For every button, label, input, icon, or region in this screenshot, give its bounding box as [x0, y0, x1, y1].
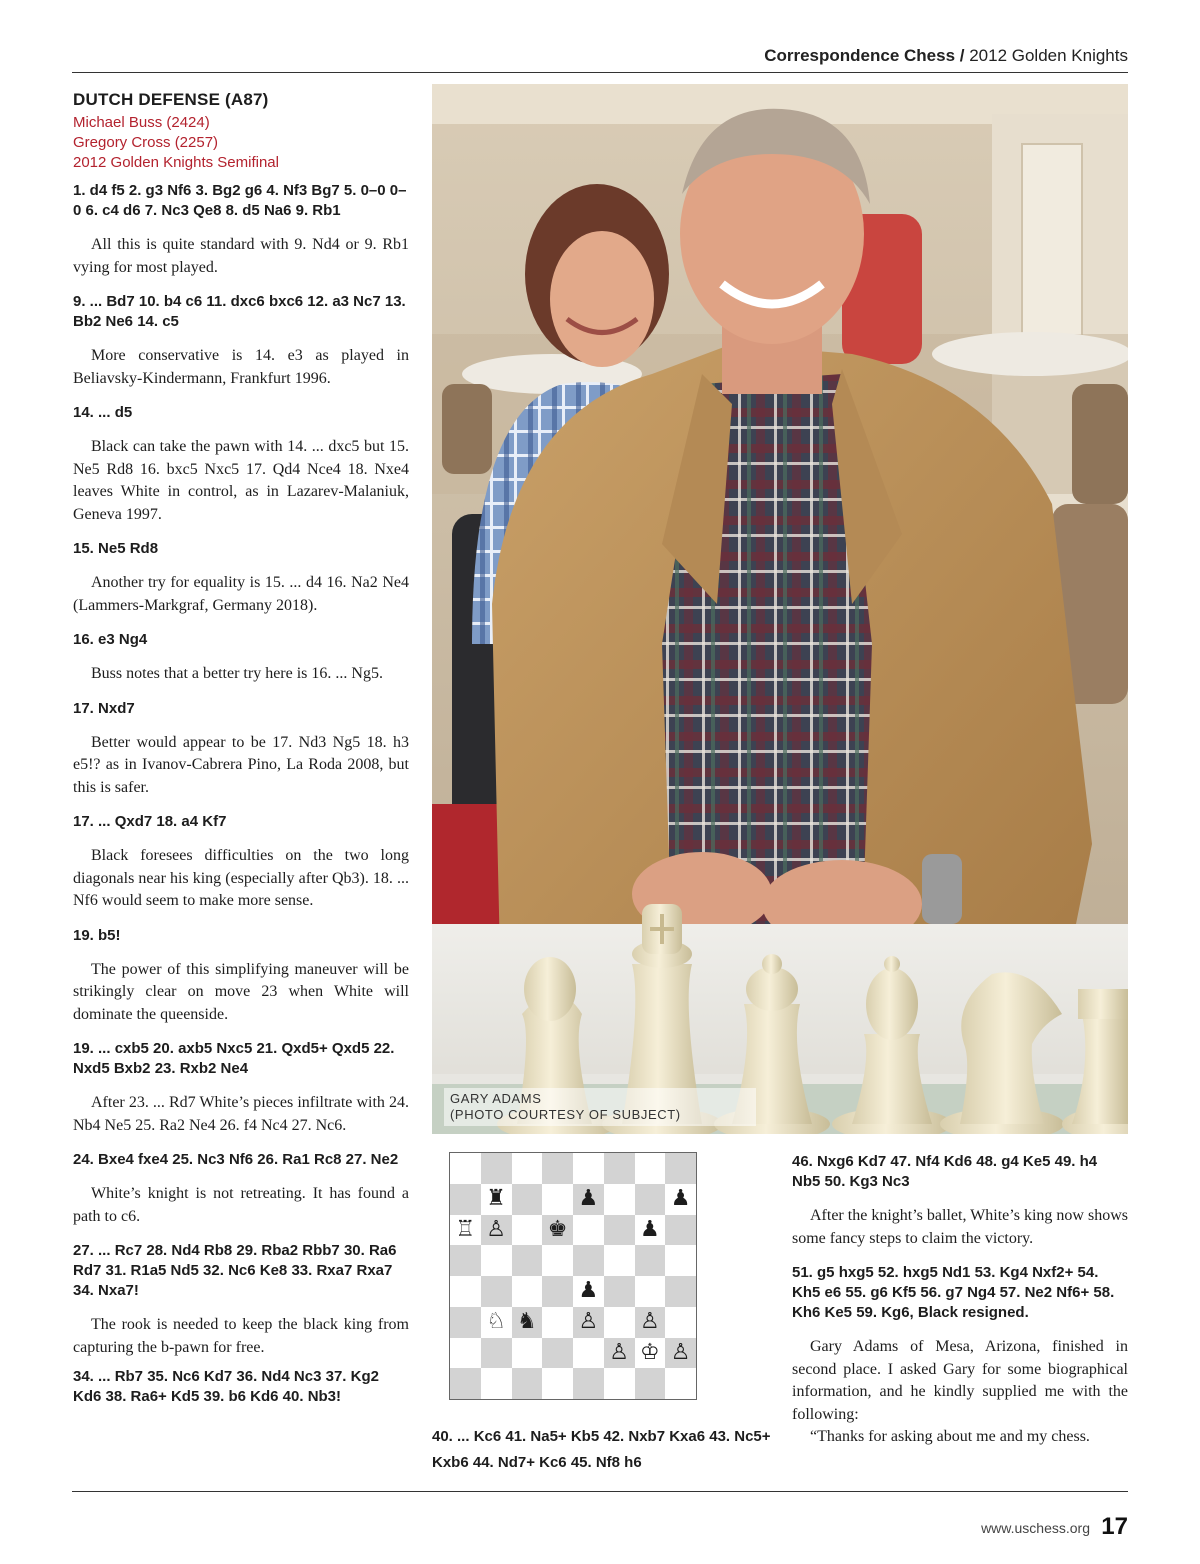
board-square: ♙ [573, 1307, 604, 1338]
board-square [542, 1184, 573, 1215]
header-subtitle: 2012 Golden Knights [969, 46, 1128, 65]
board-square: ♔ [635, 1338, 666, 1369]
board-square [573, 1368, 604, 1399]
board-square [512, 1276, 543, 1307]
board-square [512, 1184, 543, 1215]
moves-block: 40. ... Kc6 41. Na5+ Kb5 42. Nxb7 Kxa6 43. Nc5+ Kxb6 44. Nd7+ Kc6 45. Nf8 h6 [432, 1428, 771, 1471]
board-square [512, 1338, 543, 1369]
middle-column [432, 1424, 772, 1476]
right-column [792, 1152, 1128, 1449]
board-square [635, 1245, 666, 1276]
comment-paragraph: The power of this simplifying maneuver will be strikingly clear on move 23 when White will dominate the queenside. [73, 960, 409, 1023]
board-square [450, 1338, 481, 1369]
moves-block: 17. ... Qxd7 18. a4 Kf7 [73, 813, 227, 830]
board-square [512, 1215, 543, 1246]
moves-block: 15. Ne5 Rd8 [73, 540, 159, 557]
running-header [764, 46, 1128, 66]
board-square [542, 1338, 573, 1369]
moves-block: 51. g5 hxg5 52. hxg5 Nd1 53. Kg4 Nxf2+ 54. Kh5 e6 55. g6 Kf5 56. g7 Ng4 57. Ne2 Nf6+ 58. Kh6 Ke5 59. Kg6, Black resigned. [792, 1264, 1115, 1321]
board-square [604, 1276, 635, 1307]
board-square [665, 1215, 696, 1246]
board-square [604, 1307, 635, 1338]
caption-line: (PHOTO COURTESY OF SUBJECT) [450, 1107, 681, 1122]
board-square [512, 1153, 543, 1184]
caption-line: GARY ADAMS [450, 1091, 542, 1106]
footer-rule [72, 1491, 1128, 1492]
moves-block: 27. ... Rc7 28. Nd4 Rb8 29. Rba2 Rbb7 30. Ra6 Rd7 31. R1a5 Nd5 32. Nc6 Ke8 33. Rxa7 Rxa7 34. Nxa7! [73, 1242, 397, 1299]
board-square [450, 1276, 481, 1307]
header-rule [72, 72, 1128, 73]
board-square: ♖ [450, 1215, 481, 1246]
moves-block: 17. Nxd7 [73, 699, 135, 717]
board-square [604, 1153, 635, 1184]
moves-block: 16. e3 Ng4 [73, 631, 148, 648]
board-square [604, 1215, 635, 1246]
moves-block: 24. Bxe4 fxe4 25. Nc3 Nf6 26. Ra1 Rc8 27. Ne2 [73, 1151, 399, 1168]
board-square: ♘ [481, 1307, 512, 1338]
board-square [512, 1368, 543, 1399]
header-separator: / [955, 46, 970, 65]
moves-block: 14. ... d5 [73, 404, 133, 421]
footer-website: www.uschess.org [981, 1520, 1090, 1536]
board-square [481, 1338, 512, 1369]
black-player: Gregory Cross (2257) [73, 134, 219, 151]
moves-block: 19. b5! [73, 926, 121, 944]
board-square [542, 1245, 573, 1276]
moves-block: 9. ... Bd7 10. b4 c6 11. dxc6 bxc6 12. a3 Nc7 13. Bb2 Ne6 14. c5 [73, 293, 406, 330]
board-square: ♙ [635, 1307, 666, 1338]
board-square [573, 1215, 604, 1246]
board-square [450, 1368, 481, 1399]
board-square [665, 1245, 696, 1276]
board-square [450, 1245, 481, 1276]
board-square [604, 1245, 635, 1276]
board-square [542, 1276, 573, 1307]
comment-paragraph: Better would appear to be 17. Nd3 Ng5 18. h3 e5!? as in Ivanov-Cabrera Pino, La Roda 2008, but this is safer. [73, 733, 409, 796]
board-square [573, 1153, 604, 1184]
board-square [542, 1307, 573, 1338]
moves-block: 19. ... cxb5 20. axb5 Nxc5 21. Qxd5+ Qxd5 22. Nxd5 Bxb2 23. Rxb2 Ne4 [73, 1040, 395, 1077]
board-square [635, 1184, 666, 1215]
comment-paragraph: White’s knight is not retreating. It has found a path to c6. [73, 1185, 409, 1225]
board-square: ♟ [635, 1215, 666, 1246]
board-square [450, 1153, 481, 1184]
comment-paragraph: Black can take the pawn with 14. ... dxc5 but 15. Ne5 Rd8 16. bxc5 Nxc5 17. Qd4 Nce4 18. Nxe4 leaves White in control, as in Lazarev-Malaniuk, Geneva 1997. [73, 438, 409, 523]
board-square: ♙ [604, 1338, 635, 1369]
page-number: 17 [1101, 1513, 1128, 1540]
board-square [450, 1307, 481, 1338]
board-square [635, 1153, 666, 1184]
comment-paragraph: Black foresees difficulties on the two long diagonals near his king (especially after Qb3). 18. ... Nf6 would seem to make more sense. [73, 847, 409, 909]
moves-block: 1. d4 f5 2. g3 Nf6 3. Bg2 g6 4. Nf3 Bg7 5. 0–0 0–0 6. c4 d6 7. Nc3 Qe8 8. d5 Na6 9. Rb1 [73, 182, 407, 219]
event-name: 2012 Golden Knights Semifinal [73, 154, 279, 171]
board-square: ♙ [665, 1338, 696, 1369]
comment-paragraph: The rook is needed to keep the black king from capturing the b-pawn for free. [73, 1316, 409, 1356]
left-column [73, 90, 409, 1407]
moves-block: 34. ... Rb7 35. Nc6 Kd7 36. Nd4 Nc3 37. Kg2 Kd6 38. Ra6+ Kd5 39. b6 Kd6 40. Nb3! [73, 1368, 379, 1405]
moves-block: 46. Nxg6 Kd7 47. Nf4 Kd6 48. g4 Ke5 49. h4 Nb5 50. Kg3 Nc3 [792, 1153, 1098, 1190]
comment-paragraph: Another try for equality is 15. ... d4 16. Na2 Ne4 (Lammers-Markgraf, Germany 2018). [73, 574, 409, 614]
board-square [604, 1184, 635, 1215]
board-square [542, 1368, 573, 1399]
board-square: ♟ [665, 1184, 696, 1215]
board-square: ♟ [573, 1276, 604, 1307]
comment-paragraph: All this is quite standard with 9. Nd4 or 9. Rb1 vying for most played. [73, 236, 409, 276]
board-square [635, 1276, 666, 1307]
board-square [481, 1153, 512, 1184]
comment-paragraph: More conservative is 14. e3 as played in Beliavsky-Kindermann, Frankfurt 1996. [73, 347, 409, 387]
board-square: ♜ [481, 1184, 512, 1215]
board-square [573, 1245, 604, 1276]
comment-paragraph: Gary Adams of Mesa, Arizona, finished in second place. I asked Gary for some biographical information, and he kindly supplied me with the following: [792, 1338, 1128, 1423]
board-square [512, 1245, 543, 1276]
board-square [481, 1276, 512, 1307]
board-square [604, 1368, 635, 1399]
board-square [542, 1153, 573, 1184]
photo-caption [444, 1088, 756, 1126]
board-square: ♚ [542, 1215, 573, 1246]
board-square [481, 1368, 512, 1399]
header-section: Correspondence Chess [764, 46, 956, 65]
board-square [665, 1368, 696, 1399]
board-square [665, 1307, 696, 1338]
board-square: ♟ [573, 1184, 604, 1215]
article-title: DUTCH DEFENSE (A87) [73, 90, 269, 109]
board-square [665, 1153, 696, 1184]
chess-diagram [449, 1152, 697, 1400]
board-square: ♞ [512, 1307, 543, 1338]
comment-paragraph: Buss notes that a better try here is 16. ... Ng5. [91, 665, 383, 682]
comment-paragraph: After 23. ... Rd7 White’s pieces infiltrate with 24. Nb4 Ne5 25. Ra2 Ne4 26. f4 Nc4 27. Nc6. [73, 1094, 409, 1134]
board-square [573, 1338, 604, 1369]
board-square [450, 1184, 481, 1215]
board-square [481, 1245, 512, 1276]
comment-paragraph: After the knight’s ballet, White’s king now shows some fancy steps to claim the victory. [792, 1207, 1128, 1247]
board-square [665, 1276, 696, 1307]
comment-paragraph: “Thanks for asking about me and my chess. [810, 1428, 1090, 1445]
board-square: ♙ [481, 1215, 512, 1246]
white-player: Michael Buss (2424) [73, 114, 210, 131]
photo-illustration [432, 84, 1128, 1134]
player-photo [432, 84, 1128, 1134]
board-square [635, 1368, 666, 1399]
